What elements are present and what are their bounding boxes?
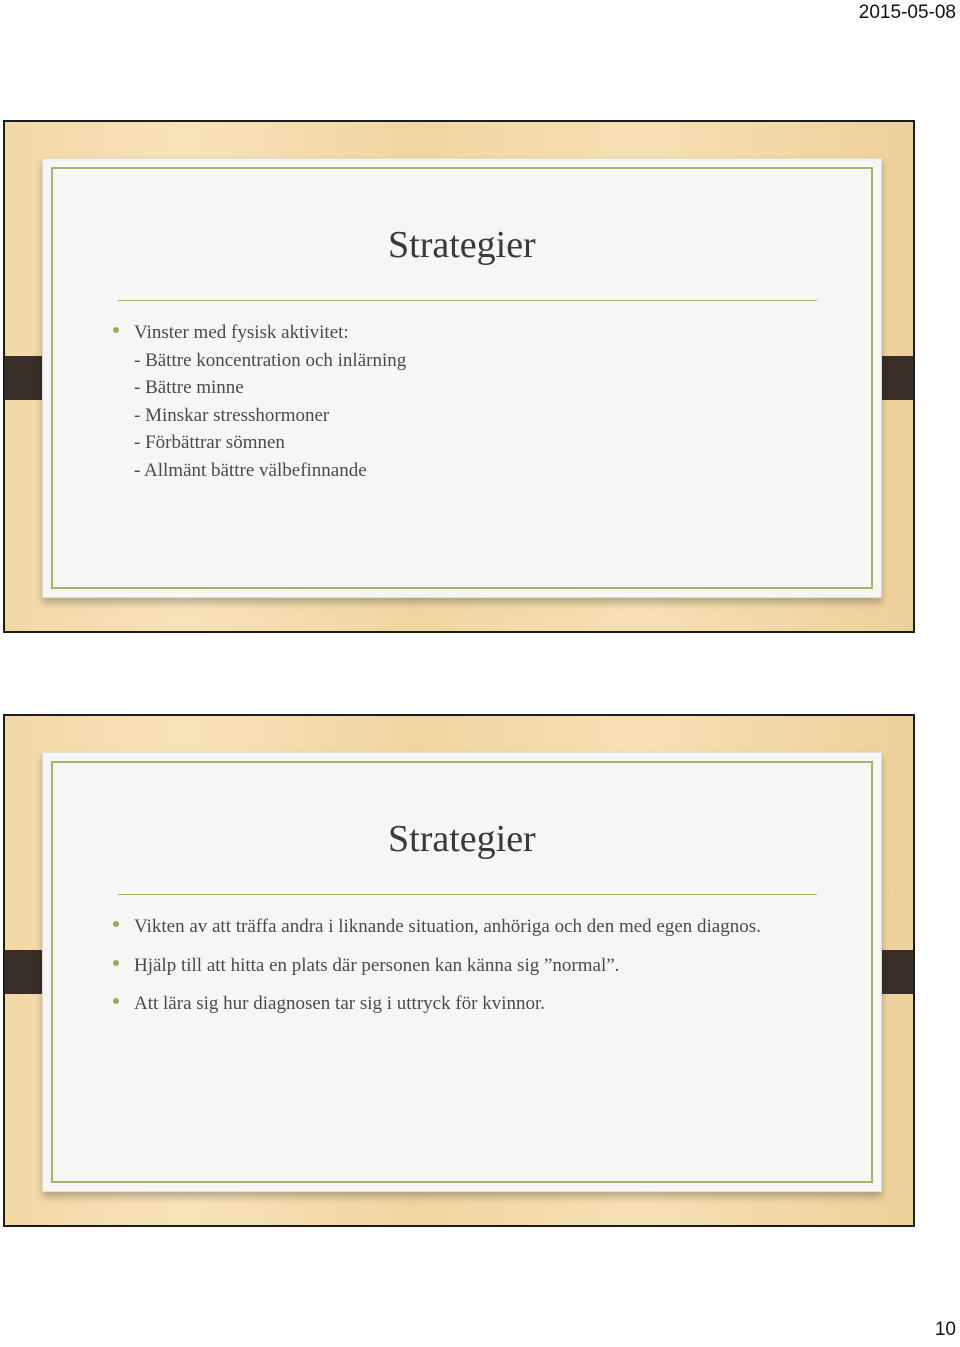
bullet-dot-icon [113,921,119,927]
page-date: 2015-05-08 [858,2,956,23]
bullet-item [113,319,803,484]
sub-line: - Bättre minne [134,377,244,398]
slide-card [42,752,882,1192]
sub-line: - Förbättrar sömnen [134,432,285,453]
slide-title: Strategier [388,224,536,266]
bullet-text: Att lära sig hur diagnosen tar sig i uttryck för kvinnor. [134,993,546,1014]
bullet-dot-icon [113,327,119,333]
sub-line: - Bättre koncentration och inlärning [134,349,407,371]
page-number: 10 [934,1319,956,1340]
bullet-list [113,319,803,484]
title-divider [118,894,817,895]
title-divider [118,300,817,301]
bullet-text: Vikten av att träffa andra i liknande situation, anhöriga och den med egen diagnos. [134,916,761,937]
slide-2 [3,714,915,1227]
bullet-item [113,952,803,980]
bullet-dot-icon [113,998,119,1004]
bullet-text: Vinster med fysisk aktivitet: [134,322,349,343]
sub-line: - Allmänt bättre välbefinnande [134,459,367,481]
bullet-text: Hjälp till att hitta en plats där personen kan känna sig ”normal”. [134,954,620,976]
slide-1 [3,120,915,633]
slide-title: Strategier [388,818,536,860]
bullet-item [113,990,803,1018]
sub-line: - Minskar stresshormoner [134,404,330,426]
bullet-dot-icon [113,960,119,966]
bullet-list [113,913,803,1029]
slide-card [42,158,882,598]
bullet-item [113,913,803,941]
